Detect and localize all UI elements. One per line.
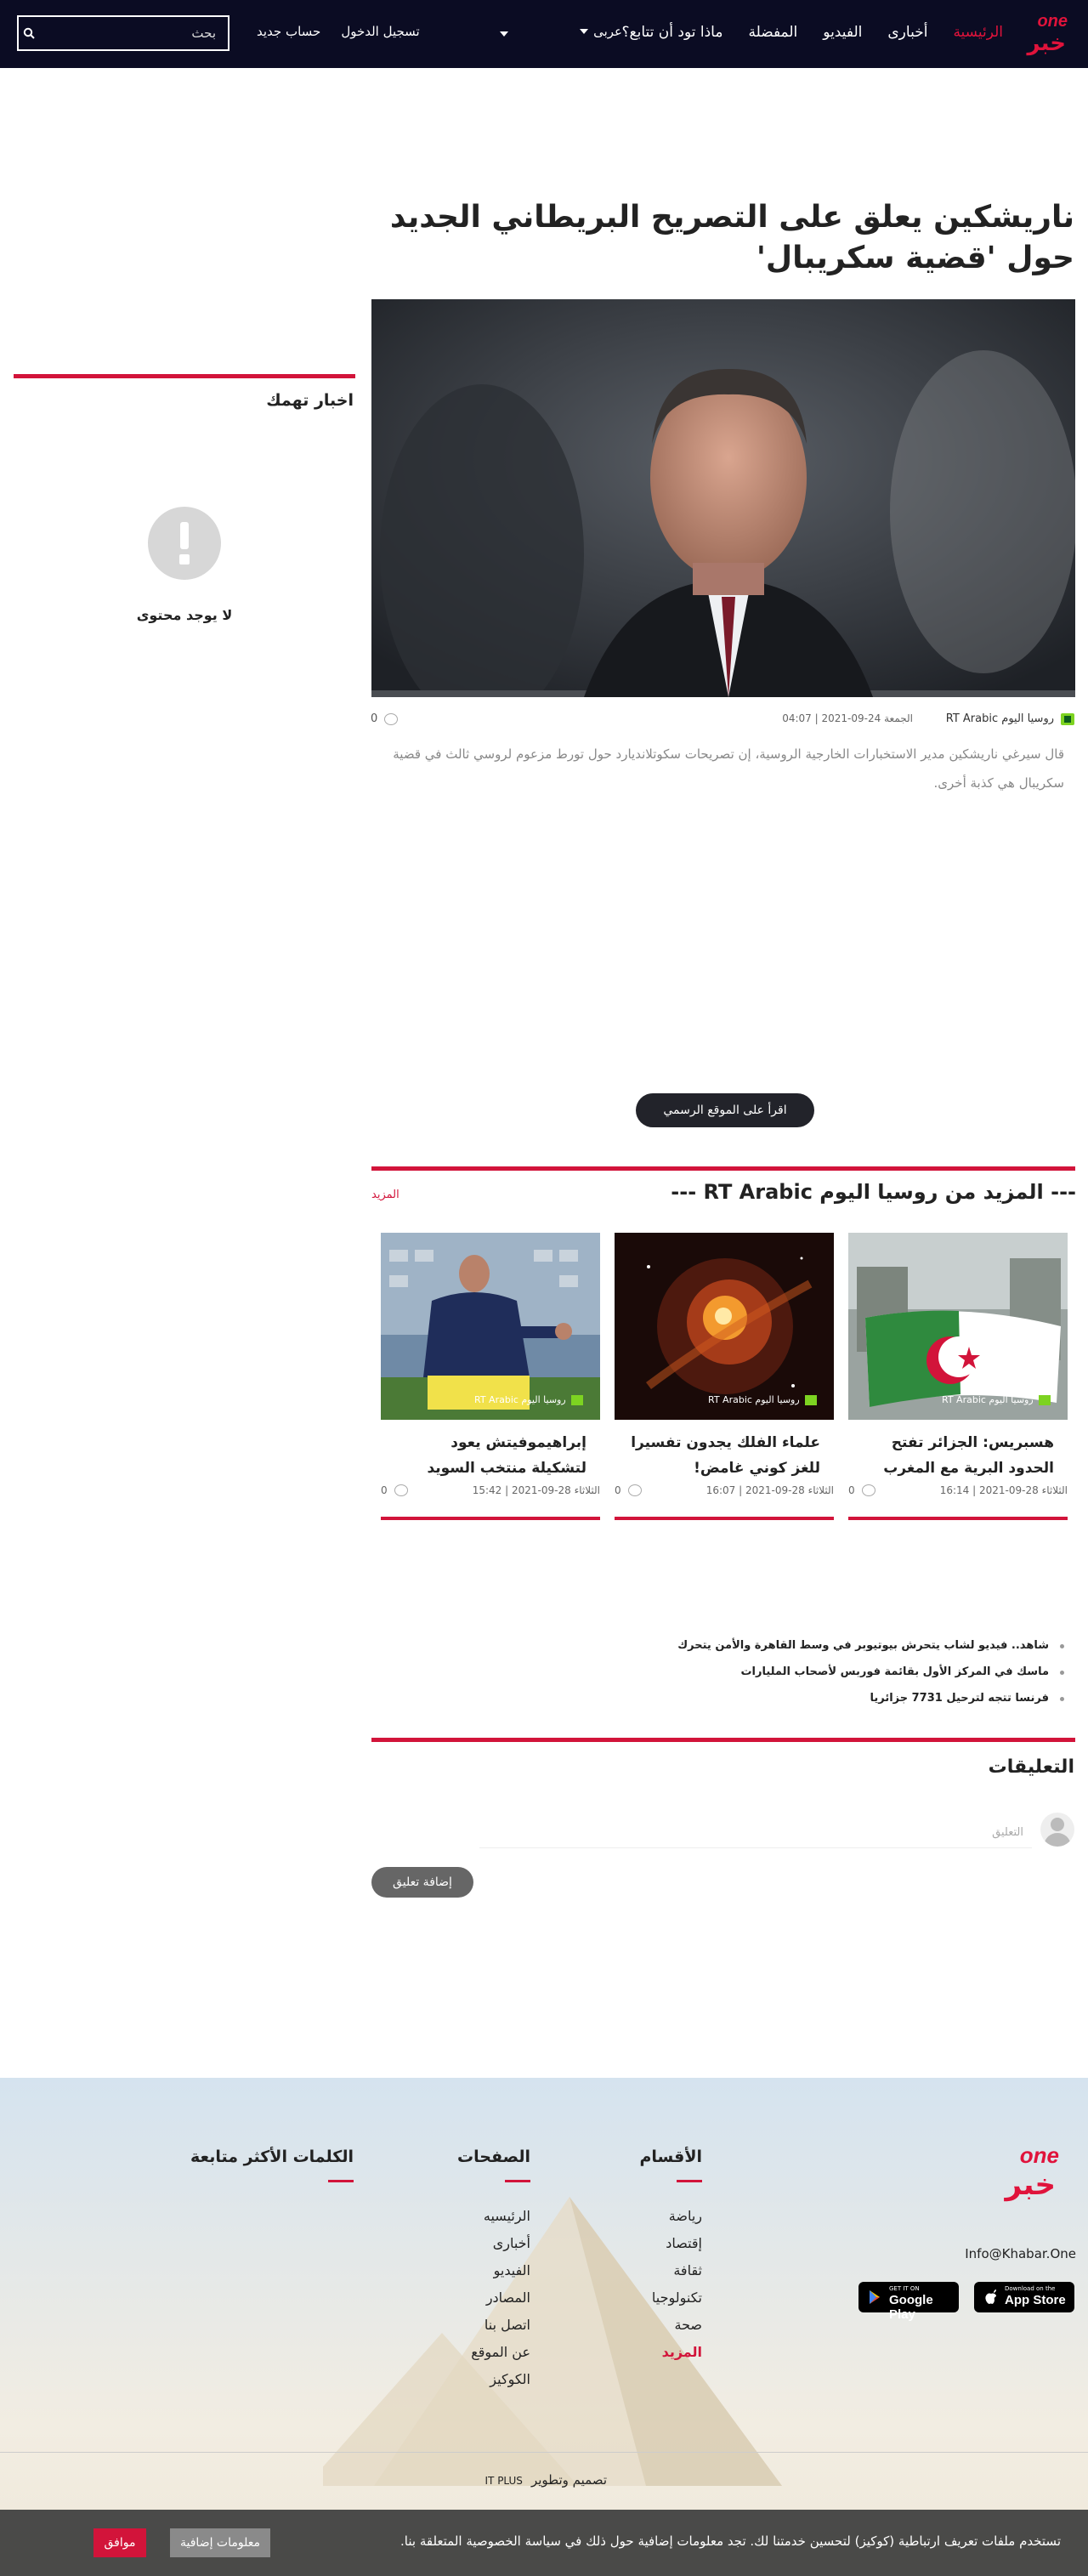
main-menu bbox=[622, 24, 1003, 41]
comments-title: التعليقات bbox=[988, 1756, 1074, 1778]
source-logo-icon bbox=[1039, 1395, 1051, 1405]
chevron-down-icon bbox=[580, 29, 588, 34]
card-comments: 0 bbox=[848, 1484, 876, 1496]
article-source[interactable]: روسيا اليوم RT Arabic bbox=[945, 712, 1054, 725]
footer-pages-title: الصفحات bbox=[457, 2148, 530, 2166]
section-divider bbox=[371, 1166, 1075, 1171]
card-date: الثلاثاء 28-09-2021 | 16:07 bbox=[706, 1484, 834, 1496]
footer-keywords-column bbox=[190, 2148, 354, 2208]
cookie-text: تستخدم ملفات تعريف ارتباطية (كوكيز) لتحسين خدمتنا لك. تجد معلومات إضافية حول ذلك في سياسة الخصوصية المتعلقة بنا. bbox=[400, 2533, 1061, 2549]
footer-logo-top: one bbox=[1019, 2142, 1059, 2168]
pyramids-background bbox=[323, 2163, 799, 2486]
card-comments: 0 bbox=[381, 1484, 408, 1496]
site-logo[interactable] bbox=[1027, 12, 1071, 56]
read-official-site-button[interactable]: اقرأ على الموقع الرسمي bbox=[636, 1093, 814, 1127]
more-link[interactable]: المزيد bbox=[371, 1189, 400, 1201]
top-navigation-bar bbox=[0, 0, 1088, 68]
developer-link[interactable]: IT PLUS bbox=[484, 2475, 523, 2487]
card-underline bbox=[848, 1517, 1068, 1520]
footer-link[interactable]: أخبارى bbox=[492, 2235, 530, 2251]
footer-link[interactable]: إقتصاد bbox=[666, 2235, 702, 2251]
nav-item-follow[interactable]: ماذا تود أن تتابع؟ bbox=[621, 24, 723, 41]
comment-bubble-icon bbox=[394, 1484, 408, 1496]
add-comment-button[interactable]: إضافة تعليق bbox=[371, 1867, 473, 1898]
footer-link[interactable]: المصادر bbox=[485, 2289, 530, 2306]
footer-logo-bottom: خبر bbox=[1005, 2168, 1056, 2202]
news-card[interactable] bbox=[381, 1233, 600, 1496]
article-hero-image bbox=[371, 299, 1075, 697]
nav-item-home[interactable]: الرئيسية bbox=[953, 24, 1003, 41]
article-lead: قال سيرغي ناريشكين مدير الاستخبارات الخارجية الروسية، إن تصريحات سكوتلانديارد حول تورط مزعوم لروسي ثالث في قضية سكريبال هي كذبة أخرى. bbox=[393, 746, 1064, 791]
auth-links bbox=[257, 24, 420, 39]
source-logo-icon bbox=[1061, 713, 1074, 725]
footer-link[interactable]: صحة bbox=[674, 2317, 702, 2333]
search-icon[interactable] bbox=[19, 17, 39, 49]
footer-logo[interactable] bbox=[1001, 2142, 1069, 2210]
footer-link[interactable]: تكنولوجيا bbox=[651, 2289, 702, 2306]
footer-sections-title: الأقسام bbox=[639, 2148, 702, 2166]
comment-bubble-icon bbox=[862, 1484, 876, 1496]
card-source-tag: روسيا اليوم RT Arabic bbox=[474, 1394, 583, 1405]
article-title: ناريشكين يعلق على التصريح البريطاني الجديد حول 'قضية سكريبال' bbox=[389, 200, 1074, 275]
footer-link-more[interactable]: المزيد bbox=[661, 2344, 702, 2360]
card-date: الثلاثاء 28-09-2021 | 16:14 bbox=[939, 1484, 1068, 1496]
card-meta bbox=[848, 1484, 1068, 1500]
footer-sections-column bbox=[640, 2148, 703, 2371]
card-image-football bbox=[381, 1233, 600, 1420]
card-title[interactable]: علماء الفلك يجدون تفسيرا للغز كوني غامض! bbox=[631, 1434, 820, 1477]
card-image-flag bbox=[848, 1233, 1068, 1420]
apple-icon bbox=[983, 2289, 1000, 2306]
footer-credit: تصميم وتطوير IT PLUS bbox=[484, 2472, 607, 2488]
cookie-banner bbox=[0, 2510, 1088, 2576]
comment-bubble-icon bbox=[628, 1484, 642, 1496]
card-meta bbox=[381, 1484, 600, 1500]
comments-divider bbox=[371, 1738, 1075, 1742]
sidebar-divider bbox=[14, 374, 355, 378]
avatar bbox=[1040, 1813, 1074, 1847]
search-box bbox=[17, 15, 230, 51]
footer-link[interactable]: اتصل بنا bbox=[484, 2317, 530, 2333]
footer-link[interactable]: عن الموقع bbox=[471, 2344, 530, 2360]
comment-count-value: 0 bbox=[371, 712, 378, 725]
sidebar-title: اخبار تهمك bbox=[266, 391, 354, 410]
related-link[interactable]: شاهد.. فيديو لشاب يتحرش بيوتيوبر في وسط القاهرة والأمن يتحرك bbox=[677, 1639, 1068, 1652]
user-menu-chevron-icon[interactable] bbox=[500, 31, 508, 37]
logo-text-bottom: خبر bbox=[1027, 31, 1066, 56]
footer-link[interactable]: ثقافة bbox=[673, 2262, 702, 2278]
related-links-list bbox=[677, 1639, 1068, 1718]
card-source-tag: روسيا اليوم RT Arabic bbox=[708, 1394, 817, 1405]
card-date: الثلاثاء 28-09-2021 | 15:42 bbox=[472, 1484, 600, 1496]
search-input[interactable] bbox=[39, 17, 228, 49]
footer-link[interactable]: الفيديو bbox=[493, 2262, 530, 2278]
footer-divider bbox=[0, 2452, 1088, 2453]
logo-text-top: one bbox=[1037, 12, 1068, 31]
app-store-badge[interactable]: Download on the App Store bbox=[974, 2282, 1074, 2312]
card-underline bbox=[381, 1517, 600, 1520]
source-logo-icon bbox=[571, 1395, 583, 1405]
news-card[interactable] bbox=[848, 1233, 1068, 1496]
nav-item-my-news[interactable]: أخبارى bbox=[887, 24, 928, 41]
login-link[interactable]: تسجيل الدخول bbox=[341, 24, 420, 39]
nav-item-video[interactable]: الفيديو bbox=[823, 24, 863, 41]
comment-input[interactable] bbox=[479, 1818, 1032, 1848]
sidebar-empty-message: لا يوجد محتوى bbox=[136, 607, 233, 623]
card-title[interactable]: إبراهيموفيتش يعود لتشكيلة منتخب السويد bbox=[427, 1434, 586, 1477]
cookie-more-info-button[interactable]: معلومات إضافية bbox=[170, 2528, 270, 2557]
article-meta bbox=[371, 711, 1074, 729]
card-source-tag: روسيا اليوم RT Arabic bbox=[942, 1394, 1051, 1405]
article-comment-count[interactable] bbox=[371, 712, 398, 725]
related-link[interactable]: فرنسا تتجه لترحيل 7731 جزائريا bbox=[677, 1692, 1068, 1705]
footer-pages-column bbox=[457, 2148, 530, 2398]
footer bbox=[0, 2078, 1088, 2576]
news-card[interactable] bbox=[615, 1233, 834, 1496]
cookie-accept-button[interactable]: موافق bbox=[94, 2528, 146, 2557]
card-image-space bbox=[615, 1233, 834, 1420]
more-section-title: --- المزيد من روسيا اليوم RT Arabic --- bbox=[671, 1180, 1076, 1204]
comment-bubble-icon bbox=[384, 713, 398, 725]
language-label: عربى bbox=[593, 24, 622, 39]
google-play-icon bbox=[867, 2289, 884, 2306]
language-selector[interactable] bbox=[580, 24, 622, 39]
footer-link[interactable]: الكوكيز bbox=[490, 2371, 530, 2387]
article-date: الجمعة 24-09-2021 | 04:07 bbox=[782, 712, 913, 724]
card-underline bbox=[615, 1517, 834, 1520]
nav-item-favorites[interactable]: المفضلة bbox=[748, 24, 798, 41]
exclamation-icon bbox=[148, 507, 221, 580]
footer-link[interactable]: الرئيسيه bbox=[483, 2208, 530, 2224]
footer-link[interactable]: رياضة bbox=[668, 2208, 702, 2224]
card-comments: 0 bbox=[615, 1484, 642, 1496]
related-link[interactable]: ماسك في المركز الأول بقائمة فوربس لأصحاب المليارات bbox=[677, 1665, 1068, 1678]
register-link[interactable]: حساب جديد bbox=[257, 24, 321, 39]
card-title[interactable]: هسبريس: الجزائر تفتح الحدود البرية مع المغرب bbox=[883, 1434, 1054, 1477]
footer-keywords-title: الكلمات الأكثر متابعة bbox=[190, 2148, 354, 2166]
source-logo-icon bbox=[805, 1395, 817, 1405]
google-play-badge[interactable]: GET IT ON Google Play bbox=[858, 2282, 959, 2312]
contact-email[interactable]: Info@Khabar.One bbox=[965, 2246, 1076, 2261]
card-meta bbox=[615, 1484, 834, 1500]
